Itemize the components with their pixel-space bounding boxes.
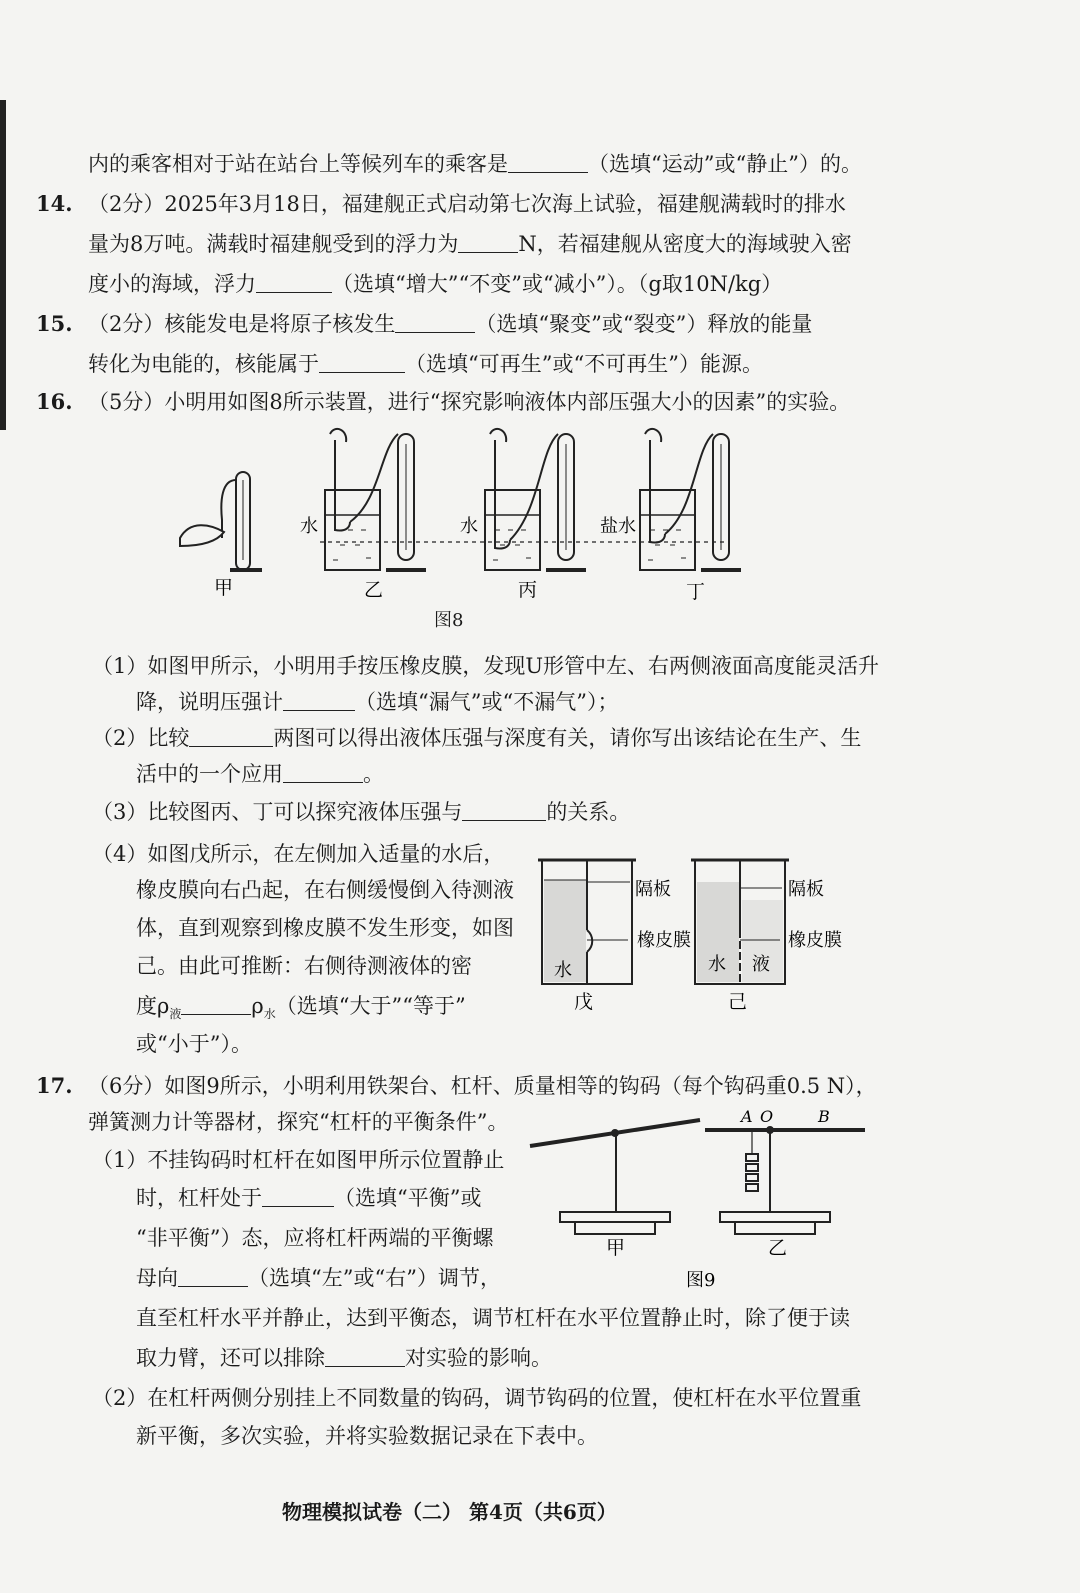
figure-8-caption: 图8 bbox=[434, 610, 464, 631]
answer-blank[interactable] bbox=[319, 352, 405, 373]
liquid-label-ji: 液 bbox=[752, 954, 770, 975]
answer-blank[interactable] bbox=[283, 762, 363, 783]
q16-line1: （5分）小明用如图8所示装置，进行“探究影响液体内部压强大小的因素”的实验。 bbox=[88, 390, 851, 414]
point-a-label: A bbox=[741, 1107, 753, 1126]
q17-part1-line4: 母向 （选填“左”或“右”）调节， bbox=[136, 1266, 501, 1290]
membrane-label-wu: 橡皮膜 bbox=[637, 930, 691, 951]
q16-part2-line2: 活中的一个应用 。 bbox=[136, 762, 384, 786]
answer-blank[interactable] bbox=[325, 1346, 405, 1367]
membrane-label-ji: 橡皮膜 bbox=[788, 930, 842, 951]
fig8-label-ding: 丁 bbox=[686, 581, 706, 603]
answer-blank[interactable] bbox=[395, 312, 475, 333]
setup-ding bbox=[640, 429, 741, 570]
answer-blank[interactable] bbox=[262, 1186, 334, 1207]
liquid-label-bing: 水 bbox=[460, 516, 478, 537]
q16-part4-line5: 度$\rho_液$ $\rho_水$（选填“大于”“等于” bbox=[136, 994, 466, 1022]
q17-part2-line1: （2）在杠杆两侧分别挂上不同数量的钩码，调节钩码的位置，使杠杆在水平位置重 bbox=[92, 1386, 862, 1410]
q17-part1-line2: 时，杠杆处于 （选填“平衡”或 bbox=[136, 1186, 482, 1210]
q16-part4-line6: 或“小于”）。 bbox=[136, 1032, 252, 1056]
q17-part2-line2: 新平衡，多次实验，并将实验数据记录在下表中。 bbox=[136, 1424, 598, 1448]
liquid-label-yi: 水 bbox=[300, 516, 318, 537]
q17-line2: 弹簧测力计等器材，探究“杠杆的平衡条件”。 bbox=[88, 1110, 509, 1134]
answer-blank[interactable] bbox=[256, 272, 332, 293]
q17-part1-line6: 取力臂，还可以排除 对实验的影响。 bbox=[136, 1346, 552, 1370]
q15-line2: 转化为电能的，核能属于 （选填“可再生”或“不可再生”）能源。 bbox=[88, 352, 763, 376]
answer-blank[interactable] bbox=[178, 1266, 248, 1287]
figure-9 bbox=[520, 1102, 880, 1292]
figure-8 bbox=[170, 420, 750, 620]
fig9-label-yi: 乙 bbox=[768, 1237, 788, 1259]
fig8-label-jia: 甲 bbox=[214, 577, 234, 599]
q17-part1-line3: “非平衡”）态，应将杠杆两端的平衡螺 bbox=[136, 1226, 494, 1250]
q17-part1-line5: 直至杠杆水平并静止，达到平衡态，调节杠杆在水平位置静止时，除了便于读 bbox=[136, 1306, 850, 1330]
fig9-label-jia: 甲 bbox=[606, 1237, 626, 1259]
fig8-label-yi: 乙 bbox=[364, 579, 384, 601]
setup-bing bbox=[485, 429, 586, 570]
q16-part2-line1: （2）比较 两图可以得出液体压强与深度有关，请你写出该结论在生产、生 bbox=[92, 726, 862, 750]
answer-blank[interactable] bbox=[189, 726, 273, 747]
q16-part3-line: （3）比较图丙、丁可以探究液体压强与 的关系。 bbox=[92, 800, 631, 824]
answer-blank[interactable] bbox=[181, 994, 251, 1015]
q16-number: 16. bbox=[36, 389, 73, 414]
q16-part1-line2: 降，说明压强计 （选填“漏气”或“不漏气”）； bbox=[136, 690, 619, 714]
q13-tail-line: 内的乘客相对于站在站台上等候列车的乘客是 （选填“运动”或“静止”）的。 bbox=[88, 152, 862, 176]
q16-part4-line1: （4）如图戊所示，在左侧加入适量的水后， bbox=[92, 842, 505, 866]
figure-wu-ji bbox=[530, 850, 860, 1015]
water-label-wu: 水 bbox=[554, 960, 572, 981]
point-b-label: B bbox=[818, 1107, 830, 1126]
answer-blank[interactable] bbox=[458, 232, 518, 253]
q17-line1: （6分）如图9所示，小明利用铁架台、杠杆、质量相等的钩码（每个钩码重0.5 N）， bbox=[88, 1074, 877, 1098]
fig-label-wu: 戊 bbox=[574, 991, 594, 1013]
lever-yi bbox=[705, 1127, 865, 1234]
liquid-label-ding: 盐水 bbox=[600, 516, 636, 537]
answer-blank[interactable] bbox=[283, 690, 355, 711]
q16-part1-line1: （1）如图甲所示，小明用手按压橡皮膜，发现U形管中左、右两侧液面高度能灵活升 bbox=[92, 654, 880, 678]
q14-line3: 度小的海域，浮力 （选填“增大”“不变”或“减小”）。（g取10N/kg） bbox=[88, 272, 783, 296]
answer-blank[interactable] bbox=[508, 152, 588, 173]
answer-blank[interactable] bbox=[462, 800, 546, 821]
q17-part1-line1: （1）不挂钩码时杠杆在如图甲所示位置静止 bbox=[92, 1148, 505, 1172]
point-o-label: O bbox=[760, 1107, 774, 1126]
lever-jia bbox=[530, 1120, 700, 1234]
q16-part4-line2: 橡皮膜向右凸起，在右侧缓慢倒入待测液 bbox=[136, 878, 514, 902]
fig-label-ji: 己 bbox=[728, 991, 748, 1013]
fig8-label-bing: 丙 bbox=[518, 579, 538, 601]
water-label-ji: 水 bbox=[708, 954, 726, 975]
scan-edge bbox=[0, 100, 6, 430]
container-ji bbox=[691, 860, 789, 984]
page-footer: 物理模拟试卷（二） 第4页（共6页） bbox=[282, 1500, 617, 1524]
q15-number: 15. bbox=[36, 311, 73, 336]
q16-part4-line3: 体，直到观察到橡皮膜不发生形变，如图 bbox=[136, 916, 514, 940]
container-wu bbox=[538, 860, 636, 984]
setup-yi bbox=[325, 429, 426, 570]
q14-number: 14. bbox=[36, 191, 73, 216]
q14-line1: （2分）2025年3月18日，福建舰正式启动第七次海上试验，福建舰满载时的排水 bbox=[88, 192, 846, 216]
partition-label-ji: 隔板 bbox=[788, 879, 824, 900]
manometer-jia bbox=[180, 472, 262, 570]
figure-9-caption: 图9 bbox=[686, 1270, 716, 1291]
q16-part4-line4: 己。由此可推断：右侧待测液体的密 bbox=[136, 954, 472, 978]
q14-line2: 量为8万吨。满载时福建舰受到的浮力为 N，若福建舰从密度大的海域驶入密 bbox=[88, 232, 852, 256]
partition-label-wu: 隔板 bbox=[635, 879, 671, 900]
q17-number: 17. bbox=[36, 1073, 73, 1098]
q15-line1: （2分）核能发电是将原子核发生 （选填“聚变”或“裂变”）释放的能量 bbox=[88, 312, 813, 336]
